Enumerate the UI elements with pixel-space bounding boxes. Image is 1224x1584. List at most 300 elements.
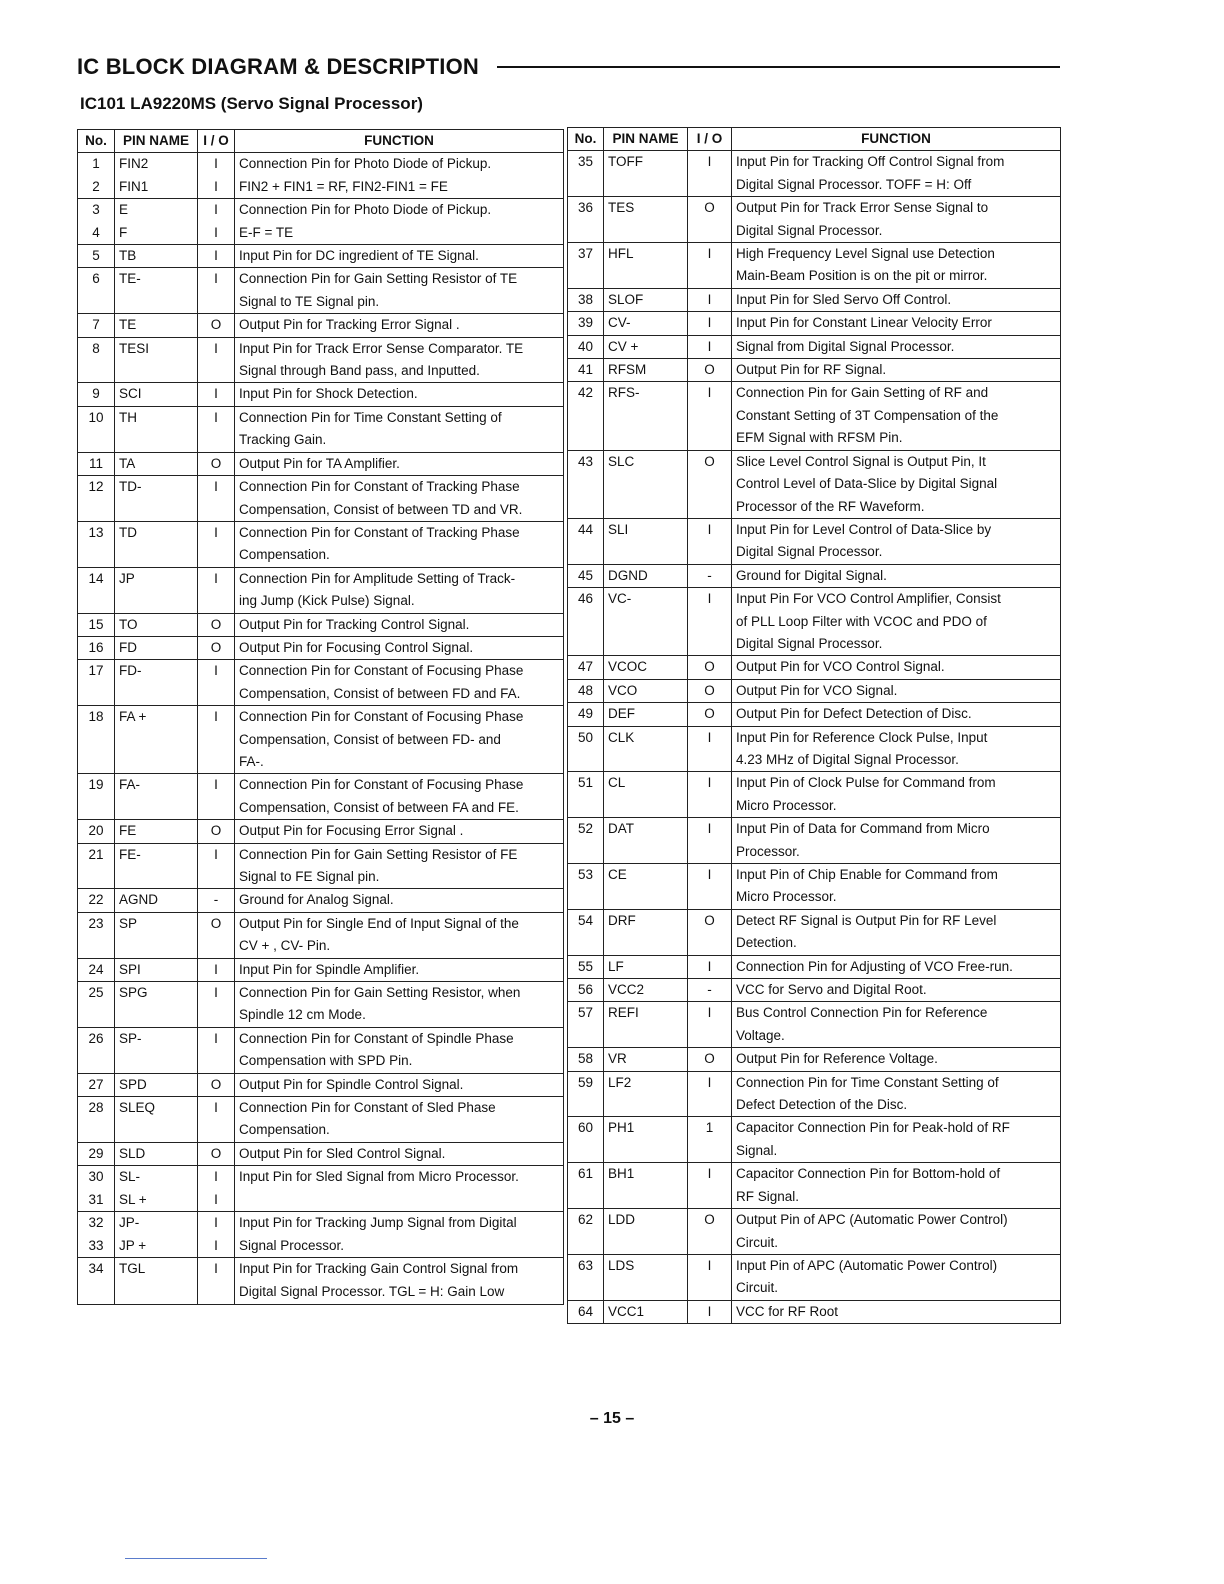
pin-io-cell: I [688,288,732,311]
table-row [78,774,564,797]
table-row [78,1073,564,1096]
table-row [78,245,564,268]
column-header-no: No. [568,128,604,151]
pin-number-cell: 39 [568,312,604,335]
pin-io-cell: O [198,636,235,659]
table-row [568,174,1061,197]
pin-name-cell [115,751,198,774]
pin-io-cell [688,265,732,288]
pin-function-cell: Control Level of Data-Slice by Digital Signal [732,473,1061,495]
pin-number-cell: 10 [78,406,115,429]
section-subtitle: IC101 LA9220MS (Servo Signal Processor) [80,94,423,113]
column-header-function: FUNCTION [732,128,1061,151]
table-row [568,656,1061,679]
pin-io-cell [688,932,732,955]
table-row [568,382,1061,405]
pin-name-cell [604,405,688,427]
pin-function-cell: Compensation. [235,1119,564,1142]
table-row [568,197,1061,220]
pin-function-cell: Tracking Gain. [235,429,564,452]
pin-name-cell: SLEQ [115,1097,198,1120]
pin-name-cell [604,496,688,519]
pin-name-cell [115,797,198,820]
table-row [78,429,564,452]
pin-io-cell: - [198,889,235,912]
column-header-function: FUNCTION [235,130,564,153]
pin-io-cell: O [198,452,235,475]
pin-io-cell: - [688,979,732,1002]
table-row [78,1004,564,1027]
pin-name-cell: AGND [115,889,198,912]
table-row [568,772,1061,795]
pin-number-cell [568,1232,604,1255]
pin-number-cell [78,544,115,567]
pin-name-cell [604,886,688,909]
pin-number-cell [78,590,115,613]
pin-io-cell: I [198,199,235,222]
pin-io-cell: I [198,567,235,590]
pin-number-cell [568,1186,604,1209]
pin-number-cell [568,1094,604,1117]
pin-name-cell [115,590,198,613]
pin-name-cell [115,729,198,751]
table-row [568,932,1061,955]
column-header-io: I / O [198,130,235,153]
pin-io-cell: I [198,176,235,199]
pin-io-cell: I [688,588,732,611]
pin-name-cell [604,1025,688,1048]
pin-number-cell: 42 [568,382,604,405]
pin-number-cell [568,427,604,450]
pin-name-cell: REFI [604,1002,688,1025]
pin-io-cell: I [688,151,732,174]
pin-io-cell: I [198,383,235,406]
footer-rule [125,1558,267,1559]
pin-name-cell [604,932,688,955]
pin-number-cell [568,541,604,564]
column-header-no: No. [78,130,115,153]
pin-io-cell: O [198,1073,235,1096]
pin-io-cell [688,1025,732,1048]
pin-io-cell: I [198,1212,235,1235]
pin-function-cell: E-F = TE [235,222,564,245]
pin-number-cell [568,841,604,864]
table-row [568,1025,1061,1048]
pin-name-cell: DEF [604,703,688,726]
table-row [78,1119,564,1142]
pin-function-cell: Output Pin for Single End of Input Signal of the [235,912,564,935]
pin-number-cell [568,220,604,243]
pin-io-cell: I [688,1254,732,1277]
pin-io-cell: I [198,774,235,797]
pin-number-cell [78,866,115,889]
pin-number-cell: 13 [78,521,115,544]
pin-function-cell: Input Pin for DC ingredient of TE Signal. [235,245,564,268]
pin-table-right-body [568,151,1061,1324]
pin-io-cell: O [688,656,732,679]
table-row [568,886,1061,909]
pin-function-cell: Output Pin for Sled Control Signal. [235,1142,564,1165]
table-row [568,633,1061,656]
column-header-pin-name: PIN NAME [115,130,198,153]
table-row [568,1232,1061,1255]
pin-number-cell: 30 [78,1166,115,1189]
pin-name-cell [604,541,688,564]
table-row [568,541,1061,564]
table-row [78,613,564,636]
pin-name-cell: DGND [604,564,688,587]
table-row [568,151,1061,174]
table-row [78,1235,564,1258]
pin-number-cell: 18 [78,706,115,729]
table-row [568,220,1061,243]
pin-number-cell: 15 [78,613,115,636]
pin-number-cell [78,751,115,774]
pin-function-cell: Connection Pin for Gain Setting Resistor of TE [235,268,564,291]
pin-io-cell: I [198,222,235,245]
pin-io-cell [198,1004,235,1027]
pin-io-cell: O [198,1142,235,1165]
pin-function-cell: Connection Pin for Constant of Tracking Phase [235,521,564,544]
table-row [568,1117,1061,1140]
pin-name-cell: VC- [604,588,688,611]
pin-io-cell: O [198,820,235,843]
table-row [78,1280,564,1305]
pin-function-cell: Capacitor Connection Pin for Bottom-hold of [732,1163,1061,1186]
pin-name-cell [604,633,688,656]
pin-function-cell: Connection Pin for Constant of Focusing Phase [235,660,564,683]
pin-number-cell [568,473,604,495]
pin-function-cell: Connection Pin for Constant of Tracking Phase [235,476,564,499]
pin-io-cell: I [198,843,235,866]
pin-number-cell: 36 [568,197,604,220]
pin-io-cell: I [688,772,732,795]
pin-function-cell: Compensation. [235,544,564,567]
pin-function-cell: FA-. [235,751,564,774]
pin-name-cell [604,174,688,197]
pin-io-cell [198,797,235,820]
table-row [78,1050,564,1073]
pin-number-cell: 17 [78,660,115,683]
pin-io-cell [688,405,732,427]
pin-name-cell [604,795,688,818]
pin-number-cell [78,683,115,706]
pin-name-cell: SLI [604,518,688,541]
pin-number-cell: 25 [78,982,115,1005]
pin-io-cell [198,729,235,751]
pin-number-cell: 12 [78,476,115,499]
table-row [78,590,564,613]
table-row [78,982,564,1005]
table-row [568,909,1061,932]
pin-number-cell: 32 [78,1212,115,1235]
table-row [78,706,564,729]
pin-number-cell [568,611,604,633]
table-row [78,176,564,199]
pin-io-cell [688,611,732,633]
table-row [78,843,564,866]
pin-io-cell [198,429,235,452]
pin-name-cell [604,427,688,450]
pin-io-cell: I [198,1257,235,1280]
pin-function-cell: Connection Pin for Constant of Focusing Phase [235,774,564,797]
pin-name-cell: LDD [604,1209,688,1232]
table-row [568,1254,1061,1277]
pin-io-cell: O [688,909,732,932]
pin-function-cell: Connection Pin for Constant of Focusing Phase [235,706,564,729]
table-row [568,1186,1061,1209]
pin-number-cell: 29 [78,1142,115,1165]
pin-name-cell: CLK [604,726,688,749]
pin-function-cell: Detection. [732,932,1061,955]
pin-io-cell: I [688,382,732,405]
pin-function-cell: Input Pin for Reference Clock Pulse, Input [732,726,1061,749]
pin-function-cell: Digital Signal Processor. [732,220,1061,243]
table-row [568,703,1061,726]
pin-number-cell [78,729,115,751]
pin-name-cell: FA- [115,774,198,797]
table-row [568,726,1061,749]
pin-number-cell: 4 [78,222,115,245]
pin-io-cell: I [198,982,235,1005]
pin-function-cell: Processor of the RF Waveform. [732,496,1061,519]
pin-number-cell [78,360,115,383]
pin-function-cell: Input Pin for Constant Linear Velocity Error [732,312,1061,335]
pin-table-left [77,129,564,1305]
pin-function-cell: Signal from Digital Signal Processor. [732,335,1061,358]
pin-function-cell: Constant Setting of 3T Compensation of the [732,405,1061,427]
pin-io-cell [688,1277,732,1300]
pin-function-cell: Input Pin of APC (Automatic Power Control) [732,1254,1061,1277]
pin-name-cell: SLD [115,1142,198,1165]
pin-io-cell [688,1186,732,1209]
pin-function-cell: Connection Pin for Photo Diode of Pickup. [235,153,564,176]
pin-io-cell: I [688,1163,732,1186]
pin-name-cell: SPD [115,1073,198,1096]
table-row [78,383,564,406]
pin-io-cell [688,1232,732,1255]
pin-io-cell [198,544,235,567]
table-row [78,291,564,314]
pin-function-cell: Micro Processor. [732,795,1061,818]
pin-function-cell: Defect Detection of the Disc. [732,1094,1061,1117]
table-row [78,406,564,429]
pin-io-cell: O [688,679,732,702]
pin-name-cell: FIN2 [115,153,198,176]
pin-name-cell [604,220,688,243]
table-row [78,729,564,751]
pin-io-cell: O [198,613,235,636]
table-row [78,268,564,291]
pin-name-cell: DRF [604,909,688,932]
page-title: IC BLOCK DIAGRAM & DESCRIPTION [77,54,479,79]
pin-name-cell: TESI [115,337,198,360]
pin-number-cell [568,749,604,772]
pin-io-cell: I [688,726,732,749]
pin-name-cell: LDS [604,1254,688,1277]
pin-io-cell [688,841,732,864]
table-row [78,222,564,245]
pin-number-cell: 19 [78,774,115,797]
pin-function-cell: Connection Pin for Time Constant Setting of [235,406,564,429]
pin-function-cell: Output Pin for Defect Detection of Disc. [732,703,1061,726]
table-row [568,864,1061,887]
pin-name-cell [604,1186,688,1209]
pin-io-cell [688,473,732,495]
table-row [568,359,1061,382]
pin-name-cell: FA + [115,706,198,729]
pin-name-cell: BH1 [604,1163,688,1186]
pin-io-cell [688,1140,732,1163]
table-row [78,1097,564,1120]
table-row [78,1257,564,1280]
table-row [78,683,564,706]
pin-function-cell: Input Pin for Tracking Off Control Signal from [732,151,1061,174]
pin-name-cell: RFSM [604,359,688,382]
pin-function-cell: Input Pin for Track Error Sense Comparator. TE [235,337,564,360]
pin-function-cell: Detect RF Signal is Output Pin for RF Level [732,909,1061,932]
pin-name-cell: JP + [115,1235,198,1258]
pin-table-left-body [78,153,564,1305]
pin-name-cell: HFL [604,243,688,266]
pin-number-cell: 46 [568,588,604,611]
pin-number-cell: 20 [78,820,115,843]
pin-function-cell: EFM Signal with RFSM Pin. [732,427,1061,450]
pin-number-cell: 6 [78,268,115,291]
pin-number-cell: 22 [78,889,115,912]
pin-function-cell: Connection Pin for Amplitude Setting of Track- [235,567,564,590]
pin-function-cell: Compensation, Consist of between TD and VR. [235,499,564,522]
pin-io-cell: I [198,476,235,499]
pin-function-cell: Input Pin for Level Control of Data-Slice by [732,518,1061,541]
table-row [568,405,1061,427]
pin-number-cell: 52 [568,818,604,841]
pin-name-cell: VCO [604,679,688,702]
pin-number-cell [568,886,604,909]
pin-name-cell: TB [115,245,198,268]
pin-function-cell: Connection Pin for Gain Setting Resistor of FE [235,843,564,866]
pin-name-cell: TE- [115,268,198,291]
table-row [568,679,1061,702]
pin-io-cell: - [688,564,732,587]
table-row [78,153,564,176]
pin-number-cell: 34 [78,1257,115,1280]
pin-number-cell [78,797,115,820]
title-rule [497,66,1060,68]
pin-io-cell: O [198,912,235,935]
pin-name-cell [604,1140,688,1163]
table-row [568,518,1061,541]
pin-function-cell: Digital Signal Processor. [732,633,1061,656]
table-row [78,1189,564,1212]
pin-io-cell: O [198,314,235,337]
pin-function-cell: Spindle 12 cm Mode. [235,1004,564,1027]
pin-name-cell: CV + [604,335,688,358]
pin-io-cell: I [688,1300,732,1323]
pin-io-cell: O [688,1209,732,1232]
pin-io-cell: I [198,337,235,360]
pin-number-cell [568,795,604,818]
pin-io-cell: I [688,1071,732,1094]
table-row [568,955,1061,978]
pin-name-cell: LF2 [604,1071,688,1094]
pin-number-cell: 26 [78,1027,115,1050]
pin-name-cell: VR [604,1048,688,1071]
pin-function-cell: Compensation, Consist of between FA and FE. [235,797,564,820]
pin-io-cell: O [688,1048,732,1071]
pin-function-cell: Connection Pin for Gain Setting Resistor, when [235,982,564,1005]
pin-number-cell [568,174,604,197]
table-row [568,1048,1061,1071]
table-row [78,751,564,774]
table-row [568,1300,1061,1323]
pin-function-cell: High Frequency Level Signal use Detection [732,243,1061,266]
pin-number-cell: 33 [78,1235,115,1258]
pin-io-cell [198,683,235,706]
pin-function-cell: Processor. [732,841,1061,864]
pin-function-cell: Signal through Band pass, and Inputted. [235,360,564,383]
pin-number-cell: 40 [568,335,604,358]
pin-function-cell: Output Pin for TA Amplifier. [235,452,564,475]
table-row [568,1094,1061,1117]
pin-name-cell: CV- [604,312,688,335]
pin-name-cell: F [115,222,198,245]
pin-io-cell [198,1119,235,1142]
pin-function-cell: Input Pin of Data for Command from Micro [732,818,1061,841]
pin-function-cell [235,1189,564,1212]
table-row [568,1002,1061,1025]
pin-function-cell: Bus Control Connection Pin for Reference [732,1002,1061,1025]
table-header-row [568,128,1061,151]
pin-name-cell: TES [604,197,688,220]
pin-function-cell: Signal to TE Signal pin. [235,291,564,314]
pin-number-cell [568,1277,604,1300]
pin-name-cell [115,866,198,889]
pin-number-cell [568,405,604,427]
pin-io-cell: I [198,706,235,729]
pin-function-cell: Output Pin for Track Error Sense Signal to [732,197,1061,220]
pin-function-cell: Connection Pin for Time Constant Setting of [732,1071,1061,1094]
pin-number-cell: 63 [568,1254,604,1277]
pin-function-cell: Input Pin of Chip Enable for Command from [732,864,1061,887]
pin-name-cell [115,1119,198,1142]
pin-number-cell: 50 [568,726,604,749]
pin-table-right [567,127,1061,1324]
pin-io-cell [198,935,235,958]
pin-function-cell: RF Signal. [732,1186,1061,1209]
table-row [568,588,1061,611]
pin-number-cell: 61 [568,1163,604,1186]
pin-number-cell: 62 [568,1209,604,1232]
pin-name-cell [604,473,688,495]
pin-io-cell [688,220,732,243]
pin-name-cell: E [115,199,198,222]
pin-function-cell: Compensation with SPD Pin. [235,1050,564,1073]
pin-function-cell: Input Pin of Clock Pulse for Command from [732,772,1061,795]
pin-name-cell [115,429,198,452]
pin-number-cell [78,935,115,958]
pin-io-cell: I [198,1235,235,1258]
pin-function-cell: Output Pin for Focusing Error Signal . [235,820,564,843]
pin-function-cell: Output Pin for Spindle Control Signal. [235,1073,564,1096]
pin-function-cell: Signal Processor. [235,1235,564,1258]
pin-io-cell: I [198,1166,235,1189]
pin-number-cell: 21 [78,843,115,866]
pin-function-cell: Input Pin for Sled Servo Off Control. [732,288,1061,311]
pin-io-cell [688,795,732,818]
pin-io-cell: O [688,703,732,726]
pin-io-cell: I [198,406,235,429]
